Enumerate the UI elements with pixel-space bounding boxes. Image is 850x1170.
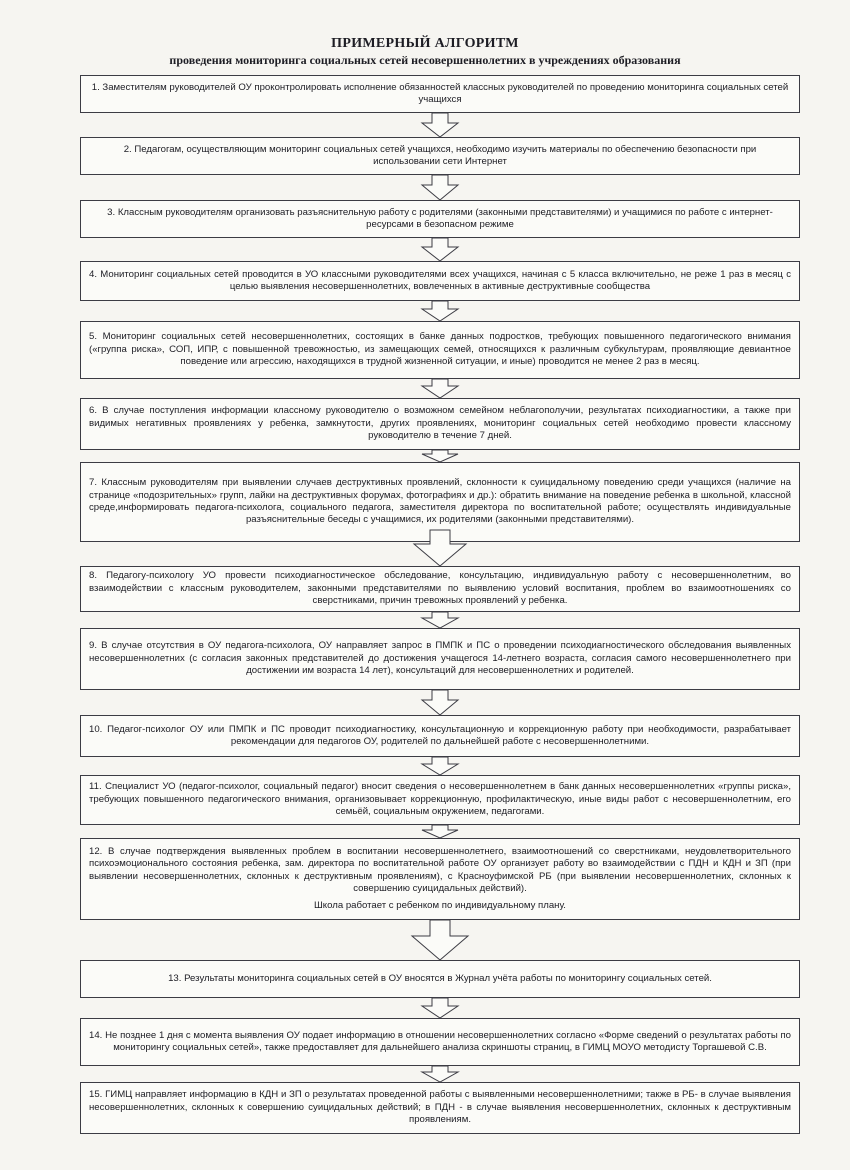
step-15-text: 15. ГИМЦ направляет информацию в КДН и ЗП о результатах проведенной работы с выявленными несовершеннолетними; также в РБ- в случае выявления несовершеннолетних, склонных к совершению суицидальных действий; в ПДН - в случае выявления несовершеннолетних, склонных к деструктивным проявлениям. <box>89 1089 791 1126</box>
arrow-5-6 <box>420 379 460 398</box>
step-13-text: 13. Результаты мониторинга социальных сетей в ОУ вносятся в Журнал учёта работы по мониторингу социальных сетей. <box>168 972 712 984</box>
step-9-text: 9. В случае отсутствия в ОУ педагога-психолога, ОУ направляет запрос в ПМПК и ПС о проведении психодиагностического обследования выявленных несовершеннолетних (с согласия законных представителей до достижения учащегося 14-летнего возраста, согласия самого несовершеннолетнего при достижении им возраста 14 лет), консультаций для несовершеннолетних и родителей. <box>89 640 791 677</box>
arrow-14-15 <box>420 1066 460 1082</box>
step-box-8 <box>80 566 800 612</box>
step-6-text: 6. В случае поступления информации классному руководителю о возможном семейном неблагополучии, результатах психодиагностики, а также при видимых негативных проявлениях у ребенка, замкнутости, других проявлениях, мониторинг социальных сетей необходимо провести классному руководителю в течение 7 дней. <box>89 405 791 442</box>
arrow-9-10 <box>420 690 460 715</box>
arrow-2-3 <box>420 175 460 200</box>
step-8-text: 8. Педагогу-психологу УО провести психодиагностическое обследование, консультацию, индивидуальную работу с несовершеннолетним, во взаимодействии с классным руководителем, законными представителями по выявлению условий воспитания, проблем во взаимоотношениях со сверстниками, причин тревожных проявлений у ребенка. <box>89 570 791 607</box>
step-4-text: 4. Мониторинг социальных сетей проводится в УО классными руководителями всех учащихся, начиная с 5 класса включительно, не реже 1 раз в месяц с целью выявления несовершеннолетних, вовлеченных в активные деструктивные сообщества <box>89 268 791 292</box>
step-10-text: 10. Педагог-психолог ОУ или ПМПК и ПС проводит психодиагностику, консультационную и коррекционную работу при необходимости, разрабатывает рекомендации для педагогов ОУ, родителей по дальнейшей работе с несовершеннолетними. <box>89 723 791 747</box>
step-box-13 <box>80 960 800 998</box>
step-12-note: Школа работает с ребенком по индивидуальному плану. <box>314 899 566 911</box>
step-box-1 <box>80 75 800 113</box>
step-box-6 <box>80 398 800 450</box>
arrow-10-11 <box>420 757 460 775</box>
step-12-text: 12. В случае подтверждения выявленных проблем в воспитании несовершеннолетнего, взаимоотношений со сверстниками, неудовлетворительного психоэмоционального состояния ребенка, зам. директора по воспитательной работе ОУ организует работу во взаимодействии с ПДН и КДН и ЗП (при выявлении несовершеннолетних, склонных к деструктивным проявлениям), с Красноуфимской РБ (при выявлении несовершеннолетних, склонных к совершению суицидальных действий). <box>89 845 791 895</box>
step-5-text: 5. Мониторинг социальных сетей несовершеннолетних, состоящих в банке данных подростков, требующих повышенного педагогического внимания («группа риска», СОП, ИПР, с повышенной тревожностью, из замещающих семей, относящихся к различным субкультурам, проявляющие девиантное поведение или агрессию, находящихся в трудной жизненной ситуации, и иные) проводится не менее 2 раз в месяц. <box>89 331 791 368</box>
step-box-3 <box>80 200 800 238</box>
step-1-text: 1. Заместителям руководителей ОУ проконтролировать исполнение обязанностей классных руководителей по проведению мониторинга социальных сетей учащихся <box>91 81 789 105</box>
step-box-11 <box>80 775 800 825</box>
step-7-text: 7. Классным руководителям при выявлении случаев деструктивных проявлений, склонности к суицидальному поведению среди учащихся (наличие на странице «подозрительных» групп, лайки на деструктивных форумах, фотографиях и др.): обратить внимание на поведение ребенка в школьной, классной среде,информировать педагога-психолога, социального педагога, заместителя директора по воспитательной работе; осуществлять индивидуальные разъяснительные беседы с учащимися, их родителями (законными представителями). <box>89 477 791 526</box>
arrow-6-7 <box>420 450 460 462</box>
step-3-text: 3. Классным руководителям организовать разъяснительную работу с родителями (законными представителями) и учащимися по работе с интернет-ресурсами в безопасном режиме <box>107 206 773 230</box>
step-box-9 <box>80 628 800 690</box>
step-11-text: 11. Специалист УО (педагог-психолог, социальный педагог) вносит сведения о несовершеннолетнем в банк данных несовершеннолетних «группы риска», требующих повышенного педагогического внимания, организовывает коррекционную, профилактическую, иные виды работ с несовершеннолетним, его семьёй, социальным окружением, педагогами. <box>89 781 791 818</box>
arrow-7-8 <box>412 530 468 566</box>
step-box-10 <box>80 715 800 757</box>
arrow-11-12 <box>420 825 460 838</box>
step-2-text: 2. Педагогам, осуществляющим мониторинг социальных сетей учащихся, необходимо изучить материалы по обеспечению безопасности при использовании сети Интернет <box>123 143 757 167</box>
arrow-1-2 <box>420 113 460 137</box>
step-box-5 <box>80 321 800 379</box>
step-box-14 <box>80 1018 800 1066</box>
page-subtitle: проведения мониторинга социальных сетей несовершеннолетних в учреждениях образования <box>169 53 681 67</box>
step-box-2 <box>80 137 800 175</box>
step-box-15 <box>80 1082 800 1134</box>
step-box-4 <box>80 261 800 301</box>
arrow-8-9 <box>420 612 460 628</box>
arrow-13-14 <box>420 998 460 1018</box>
arrow-12-13 <box>410 920 470 960</box>
arrow-4-5 <box>420 301 460 321</box>
step-box-12 <box>80 838 800 920</box>
arrow-3-4 <box>420 238 460 261</box>
step-14-text: 14. Не позднее 1 дня с момента выявления ОУ подает информацию в отношении несовершеннолетних согласно «Форме сведений о результатах работы по мониторингу социальных сетей», также предоставляет для дальнейшего анализа скриншоты страниц, в ГИМЦ МОУО методисту Торгашевой С.В. <box>89 1029 791 1053</box>
page-title: ПРИМЕРНЫЙ АЛГОРИТМ <box>331 36 519 51</box>
